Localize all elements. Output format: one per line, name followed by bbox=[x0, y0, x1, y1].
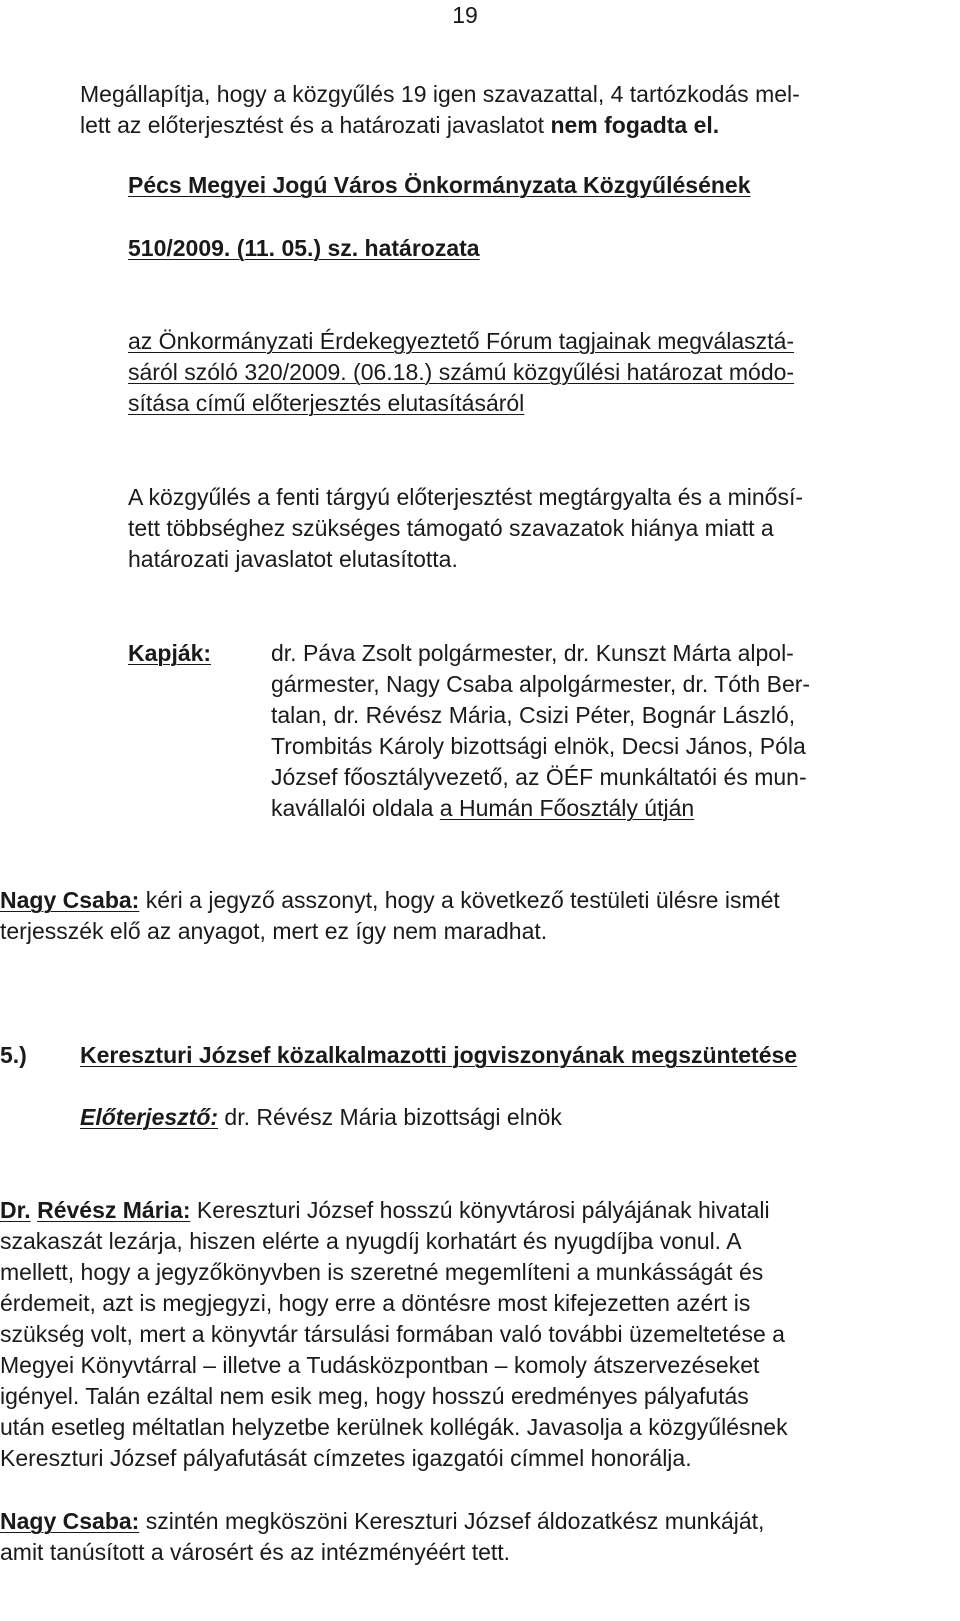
speech2-line-5: szükség volt, mert a könyvtár társulási formában való további üzemeltetése a bbox=[0, 1321, 785, 1347]
decision-outcome: nem fogadta el. bbox=[550, 112, 720, 138]
subject-line-3: sítása című előterjesztés elutasításáról bbox=[128, 390, 525, 416]
speech2-line-1-text: Kereszturi József hosszú könyvtárosi pályájának hivatali bbox=[190, 1197, 770, 1223]
speech2-line-6: Megyei Könyvtárral – illetve a Tudásközpontban – komoly átszervezéseket bbox=[0, 1352, 760, 1378]
speech3-line-1 bbox=[0, 1506, 925, 1537]
recipients-label: Kapják: bbox=[128, 640, 212, 666]
recipients-line-4: Trombitás Károly bizottsági elnök, Decsi János, Póla bbox=[271, 733, 806, 759]
body-line-3: határozati javaslatot elutasította. bbox=[128, 546, 458, 572]
resolution-body bbox=[128, 482, 925, 575]
speech2-line-8: után esetleg méltatlan helyzetbe kerülnek kollégák. Javasolja a közgyűlésnek bbox=[0, 1414, 788, 1440]
speaker-title: Dr. bbox=[0, 1197, 31, 1223]
agenda-number: 5.) bbox=[0, 1042, 27, 1068]
speech-nagy-csaba-2 bbox=[0, 1506, 925, 1568]
speaker-name: Nagy Csaba: bbox=[0, 1508, 140, 1534]
speech1-line-2: terjesszék elő az anyagot, mert ez így nem maradhat. bbox=[0, 918, 548, 944]
recipients-line-2: gármester, Nagy Csaba alpolgármester, dr. Tóth Ber- bbox=[271, 671, 811, 697]
resolution-number: 510/2009. (11. 05.) sz. határozata bbox=[128, 235, 480, 261]
page-number: 19 bbox=[452, 2, 478, 28]
subject-line-2: sáról szóló 320/2009. (06.18.) számú közgyűlési határozat módo- bbox=[128, 359, 795, 385]
speech2-line-3: mellett, hogy a jegyzőkönyvben is szeretné megemlíteni a munkásságát és bbox=[0, 1259, 764, 1285]
speech2-line-7: igényel. Talán ezáltal nem esik meg, hogy hosszú eredményes pályafutás bbox=[0, 1383, 749, 1409]
speech2-line-1 bbox=[0, 1195, 925, 1226]
recipients-line-5: József főosztályvezető, az ÖÉF munkáltatói és mun- bbox=[271, 764, 807, 790]
recipients-via: a Humán Főosztály útján bbox=[439, 795, 695, 821]
speech2-line-2: szakaszát lezárja, hiszen elérte a nyugdíj korhatárt és nyugdíjba vonul. A bbox=[0, 1228, 742, 1254]
speech-revesz-maria bbox=[0, 1195, 925, 1474]
agenda-title: Kereszturi József közalkalmazotti jogviszonyának megszüntetése bbox=[80, 1042, 798, 1068]
body-line-2: tett többséghez szükséges támogató szavazatok hiánya miatt a bbox=[128, 515, 774, 541]
speech2-line-9: Kereszturi József pályafutását címzetes igazgatói címmel honorálja. bbox=[0, 1445, 692, 1471]
presenter-label: Előterjesztő: bbox=[80, 1104, 219, 1130]
intro-paragraph bbox=[80, 79, 925, 141]
speech3-line-1-text: szintén megköszöni Kereszturi József áldozatkész munkáját, bbox=[139, 1508, 765, 1534]
intro-line-2-text: lett az előterjesztést és a határozati javaslatot bbox=[80, 112, 551, 138]
speaker-name: Révész Mária: bbox=[37, 1197, 191, 1223]
presenter-name: dr. Révész Mária bizottsági elnök bbox=[218, 1104, 562, 1130]
resolution-title: Pécs Megyei Jogú Város Önkormányzata Közgyűlésének bbox=[128, 172, 751, 198]
resolution-subject bbox=[128, 326, 925, 419]
speaker-name: Nagy Csaba: bbox=[0, 887, 140, 913]
recipients-line-1: dr. Páva Zsolt polgármester, dr. Kunszt Márta alpol- bbox=[271, 640, 794, 666]
speech3-line-2: amit tanúsított a városért és az intézményéért tett. bbox=[0, 1539, 511, 1565]
body-line-1: A közgyűlés a fenti tárgyú előterjesztést megtárgyalta és a minősí- bbox=[128, 484, 803, 510]
recipients-line-6-text: kavállalói oldala bbox=[271, 795, 440, 821]
recipients-line-6 bbox=[271, 793, 925, 824]
speech2-line-4: érdemeit, azt is megjegyzi, hogy erre a döntésre most kifejezetten azért is bbox=[0, 1290, 751, 1316]
recipients-line-3: talan, dr. Révész Mária, Csizi Péter, Bognár László, bbox=[271, 702, 796, 728]
recipients-list bbox=[271, 638, 925, 824]
speech1-line-1 bbox=[0, 885, 925, 916]
speech1-line-1-text: kéri a jegyző asszonyt, hogy a következő testületi ülésre ismét bbox=[139, 887, 780, 913]
subject-line-1: az Önkormányzati Érdekegyeztető Fórum tagjainak megválasztá- bbox=[128, 328, 795, 354]
agenda-presenter bbox=[80, 1102, 562, 1133]
intro-line-2 bbox=[80, 110, 925, 141]
intro-line-1: Megállapítja, hogy a közgyűlés 19 igen szavazattal, 4 tartózkodás mel- bbox=[80, 81, 800, 107]
speech-nagy-csaba-1 bbox=[0, 885, 925, 947]
